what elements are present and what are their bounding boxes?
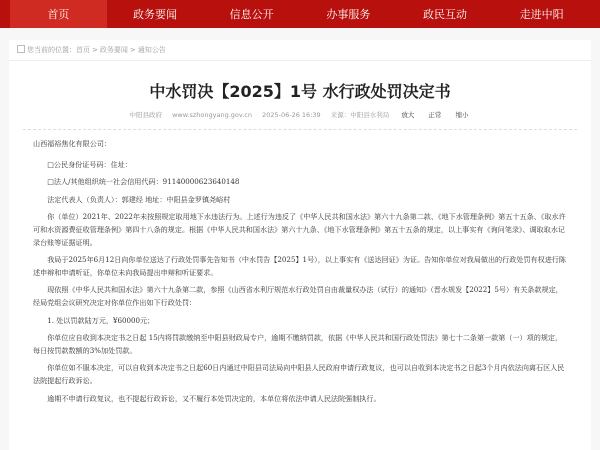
nav-item-interaction[interactable]: 政民互动 [423, 8, 468, 21]
article-source: 来源：中阳县水利局 [330, 111, 390, 119]
nav-item-news[interactable]: 政务要闻 [133, 8, 177, 21]
breadcrumb-separator: > [129, 46, 136, 54]
breadcrumb-news[interactable]: 政务要闻 [99, 46, 128, 54]
breadcrumb-home[interactable]: 首页 [76, 46, 90, 54]
paragraph-basis: 现依照《中华人民共和国水法》第六十九条第二款，参照《山西省水利厅规范水行政处罚自由裁量权办法（试行）的通知》（晋水规发【2022】5号）有关条款规定，经局党组会议研究决定对你单位作出如下行政处罚： [33, 285, 563, 307]
paragraph-appeal: 你单位如不服本决定，可以自收到本决定书之日起60日内通过中阳县司法局向中阳县人民政府申请行政复议，也可以自收到本决定书之日起3个月内依法向离石区人民法院提起行政诉讼。 [33, 363, 565, 385]
paragraph-enforcement: 逾期不申请行政复议，也不提起行政诉讼，又不履行本处罚决定的，本单位将依法申请人民法院强制执行。 [47, 393, 381, 403]
recipient: 山西福裕焦化有限公司： [33, 139, 112, 148]
nav-item-about[interactable]: 走进中阳 [519, 8, 564, 21]
article-body [9, 130, 591, 405]
page-title: 中水罚决【2025】1号 水行政处罚决定书 [149, 82, 451, 101]
representative-line: 法定代表人（负责人）：郭建经 地址：中阳县金罗镇尧峪村 [47, 194, 231, 204]
paragraph-notice: 我局于2025年6月12日向你单位送达了行政处罚事先告知书（中水罚告【2025】1号），以上事实有《送达回证》为证。告知你单位对我局做出的行政处罚有权进行陈述申辩和申请听证，你单位未向我局提出申辩和听证要求。 [33, 255, 566, 277]
home-icon [17, 45, 25, 53]
breadcrumb-notice[interactable]: 通知公告 [137, 46, 166, 54]
source-site: 中阳县政府 [129, 111, 163, 119]
paragraph-payment: 你单位应自收到本决定书之日起 15内将罚款缴纳至中阳县财政局专户，逾期不缴纳罚款，依据《中华人民共和国行政处罚法》第七十二条第一款第（一）项的规定，每日按罚款数额的3%加处罚款。 [33, 333, 563, 355]
font-normal-button[interactable]: 正常 [428, 111, 442, 119]
breadcrumb-prefix: 您当前的位置： [27, 46, 76, 54]
id-line: □公民身份证号码：住址： [47, 159, 132, 169]
breadcrumb [9, 40, 591, 61]
paragraph-violation: 你（单位）2021年、2022年未按照规定取用地下水违法行为。上述行为违反了《中华人民共和国水法》第六十九条第二款、《地下水管理条例》第五十五条、《取水许可和水资源费征收管理条例》第四十八条的规定。根据《中华人民共和国水法》第六十九条、《地下水管理条例》第五十五条的规定，以上事实有《询问笔录》、调取取水记录台账等证据证明。 [33, 212, 566, 247]
nav-item-info[interactable]: 信息公开 [229, 8, 274, 21]
breadcrumb-separator: > [92, 46, 98, 54]
nav-item-service[interactable]: 办事服务 [326, 8, 371, 21]
top-nav [0, 0, 600, 28]
nav-item-home[interactable]: 首页 [10, 0, 107, 28]
article-meta [9, 110, 591, 119]
article-page [9, 40, 591, 450]
penalty-item: 1. 处以罚款陆万元，¥60000元； [47, 315, 155, 325]
org-line: □法人/其他组织统一社会信用代码：91140000623640148 [47, 177, 240, 187]
font-large-button[interactable]: 放大 [401, 111, 415, 119]
font-small-button[interactable]: 缩小 [455, 111, 469, 119]
publish-datetime: 2025-06-26 16:39 [262, 111, 321, 119]
site-url: www.szhongyang.gov.cn [172, 111, 252, 119]
